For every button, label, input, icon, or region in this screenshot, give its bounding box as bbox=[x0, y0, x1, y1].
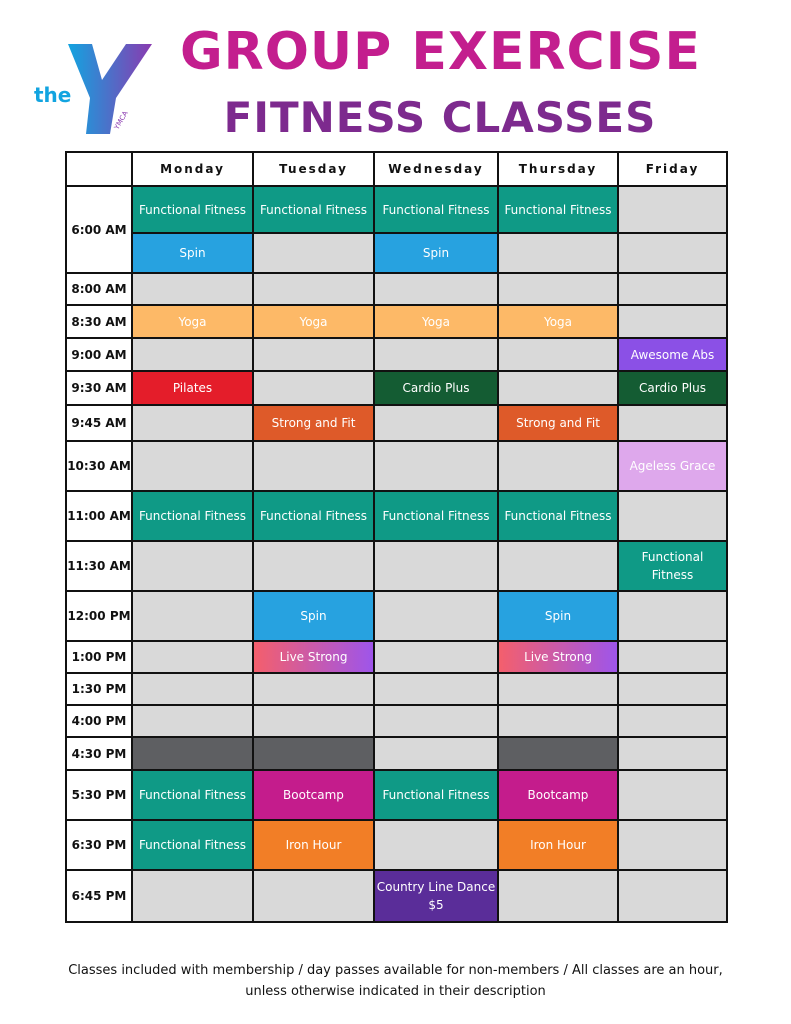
empty-cell bbox=[498, 541, 618, 591]
day-header-monday: Monday bbox=[132, 152, 253, 186]
ymca-logo bbox=[30, 36, 158, 136]
day-header-friday: Friday bbox=[618, 152, 727, 186]
class-cell: Functional Fitness bbox=[132, 820, 253, 870]
schedule-row bbox=[66, 371, 727, 405]
empty-cell bbox=[618, 233, 727, 273]
empty-cell bbox=[374, 705, 498, 737]
blocked-cell bbox=[253, 737, 374, 770]
empty-cell bbox=[374, 273, 498, 305]
empty-cell bbox=[132, 541, 253, 591]
empty-cell bbox=[498, 338, 618, 371]
empty-cell bbox=[253, 673, 374, 705]
empty-cell bbox=[253, 441, 374, 491]
empty-cell bbox=[618, 770, 727, 820]
class-cell: Bootcamp bbox=[253, 770, 374, 820]
empty-cell bbox=[132, 591, 253, 641]
page-subtitle: FITNESS CLASSES bbox=[223, 93, 657, 142]
time-label: 9:30 AM bbox=[66, 371, 132, 405]
empty-cell bbox=[498, 273, 618, 305]
empty-cell bbox=[498, 371, 618, 405]
empty-cell bbox=[374, 405, 498, 441]
page-title: GROUP EXERCISE bbox=[180, 22, 702, 82]
empty-cell bbox=[374, 441, 498, 491]
time-label: 1:30 PM bbox=[66, 673, 132, 705]
empty-cell bbox=[618, 737, 727, 770]
class-cell: Yoga bbox=[374, 305, 498, 338]
time-label: 8:00 AM bbox=[66, 273, 132, 305]
day-header-thursday: Thursday bbox=[498, 152, 618, 186]
time-label: 9:00 AM bbox=[66, 338, 132, 371]
empty-cell bbox=[374, 673, 498, 705]
schedule-row bbox=[66, 338, 727, 371]
empty-cell bbox=[132, 705, 253, 737]
class-cell: Pilates bbox=[132, 371, 253, 405]
empty-cell bbox=[132, 338, 253, 371]
class-cell: Awesome Abs bbox=[618, 338, 727, 371]
day-header-row bbox=[66, 152, 727, 186]
empty-cell bbox=[374, 591, 498, 641]
empty-cell bbox=[374, 820, 498, 870]
empty-cell bbox=[618, 591, 727, 641]
class-cell: Live Strong bbox=[498, 641, 618, 673]
empty-cell bbox=[618, 273, 727, 305]
empty-cell bbox=[618, 641, 727, 673]
empty-cell bbox=[374, 338, 498, 371]
class-cell: Iron Hour bbox=[498, 820, 618, 870]
schedule-row bbox=[66, 273, 727, 305]
schedule-row bbox=[66, 737, 727, 770]
empty-cell bbox=[498, 441, 618, 491]
empty-cell bbox=[618, 705, 727, 737]
empty-cell bbox=[253, 338, 374, 371]
schedule-row bbox=[66, 870, 727, 922]
schedule-row bbox=[66, 186, 727, 233]
class-cell: Yoga bbox=[498, 305, 618, 338]
class-cell: Iron Hour bbox=[253, 820, 374, 870]
svg-text:the: the bbox=[34, 83, 72, 107]
schedule-row bbox=[66, 541, 727, 591]
empty-cell bbox=[374, 541, 498, 591]
time-label: 4:00 PM bbox=[66, 705, 132, 737]
class-cell: Functional Fitness bbox=[374, 491, 498, 541]
time-label: 8:30 AM bbox=[66, 305, 132, 338]
empty-cell bbox=[498, 705, 618, 737]
empty-cell bbox=[618, 405, 727, 441]
class-cell: Functional Fitness bbox=[132, 491, 253, 541]
class-cell: Live Strong bbox=[253, 641, 374, 673]
schedule-row bbox=[66, 405, 727, 441]
schedule-row bbox=[66, 705, 727, 737]
empty-cell bbox=[253, 371, 374, 405]
empty-cell bbox=[132, 441, 253, 491]
time-label: 11:30 AM bbox=[66, 541, 132, 591]
time-label: 6:30 PM bbox=[66, 820, 132, 870]
class-cell: Functional Fitness bbox=[253, 491, 374, 541]
class-cell: Country Line Dance $5 bbox=[374, 870, 498, 922]
class-cell: Functional Fitness bbox=[132, 770, 253, 820]
time-label: 6:00 AM bbox=[66, 186, 132, 273]
class-cell: Yoga bbox=[132, 305, 253, 338]
svg-text:YMCA: YMCA bbox=[112, 109, 130, 131]
blocked-cell bbox=[498, 737, 618, 770]
class-cell: Strong and Fit bbox=[498, 405, 618, 441]
empty-cell bbox=[374, 641, 498, 673]
schedule-table bbox=[65, 151, 728, 923]
class-cell: Bootcamp bbox=[498, 770, 618, 820]
time-label: 9:45 AM bbox=[66, 405, 132, 441]
class-cell: Spin bbox=[374, 233, 498, 273]
empty-cell bbox=[618, 305, 727, 338]
class-cell: Functional Fitness bbox=[374, 770, 498, 820]
day-header-wednesday: Wednesday bbox=[374, 152, 498, 186]
class-cell: Cardio Plus bbox=[374, 371, 498, 405]
empty-cell bbox=[132, 870, 253, 922]
empty-cell bbox=[132, 273, 253, 305]
empty-cell bbox=[253, 705, 374, 737]
empty-cell bbox=[618, 820, 727, 870]
empty-cell bbox=[618, 673, 727, 705]
schedule-row bbox=[66, 770, 727, 820]
class-cell: Yoga bbox=[253, 305, 374, 338]
empty-cell bbox=[253, 273, 374, 305]
time-label: 12:00 PM bbox=[66, 591, 132, 641]
empty-cell bbox=[618, 491, 727, 541]
empty-cell bbox=[498, 870, 618, 922]
class-cell: Strong and Fit bbox=[253, 405, 374, 441]
empty-cell bbox=[132, 405, 253, 441]
class-cell: Spin bbox=[253, 591, 374, 641]
time-label: 11:00 AM bbox=[66, 491, 132, 541]
empty-cell bbox=[253, 541, 374, 591]
schedule-row bbox=[66, 441, 727, 491]
day-header-tuesday: Tuesday bbox=[253, 152, 374, 186]
class-cell: Functional Fitness bbox=[498, 186, 618, 233]
class-cell: Functional Fitness bbox=[498, 491, 618, 541]
class-cell: Cardio Plus bbox=[618, 371, 727, 405]
time-label: 4:30 PM bbox=[66, 737, 132, 770]
footer-note: Classes included with membership / day passes available for non-members / All classes are an hour, unless otherwise indicated in their description bbox=[68, 963, 723, 999]
empty-cell bbox=[253, 233, 374, 273]
empty-cell bbox=[498, 233, 618, 273]
empty-cell bbox=[618, 870, 727, 922]
class-cell: Functional Fitness bbox=[618, 541, 727, 591]
time-label: 10:30 AM bbox=[66, 441, 132, 491]
time-label: 5:30 PM bbox=[66, 770, 132, 820]
schedule-row bbox=[66, 591, 727, 641]
schedule-row bbox=[66, 305, 727, 338]
schedule-row bbox=[66, 491, 727, 541]
empty-cell bbox=[253, 870, 374, 922]
empty-cell bbox=[374, 737, 498, 770]
empty-cell bbox=[498, 673, 618, 705]
corner-cell bbox=[66, 152, 132, 186]
blocked-cell bbox=[132, 737, 253, 770]
time-label: 6:45 PM bbox=[66, 870, 132, 922]
empty-cell bbox=[132, 641, 253, 673]
schedule-row bbox=[66, 820, 727, 870]
schedule-row bbox=[66, 233, 727, 273]
schedule-row bbox=[66, 641, 727, 673]
class-cell: Functional Fitness bbox=[132, 186, 253, 233]
class-cell: Spin bbox=[498, 591, 618, 641]
class-cell: Functional Fitness bbox=[374, 186, 498, 233]
class-cell: Spin bbox=[132, 233, 253, 273]
time-label: 1:00 PM bbox=[66, 641, 132, 673]
empty-cell bbox=[618, 186, 727, 233]
class-cell: Ageless Grace bbox=[618, 441, 727, 491]
empty-cell bbox=[132, 673, 253, 705]
class-cell: Functional Fitness bbox=[253, 186, 374, 233]
schedule-row bbox=[66, 673, 727, 705]
